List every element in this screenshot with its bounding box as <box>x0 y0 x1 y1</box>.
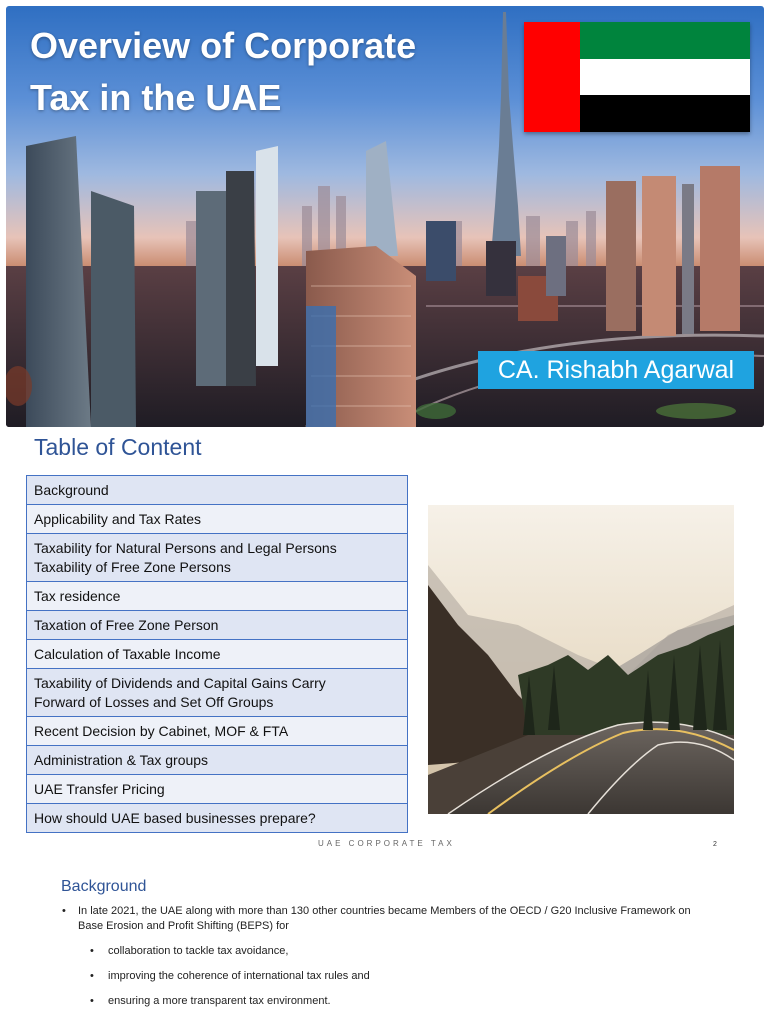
background-bullets <box>62 904 712 1009</box>
toc-item-free-zone <box>27 611 407 640</box>
toc-item-label-line2: Forward of Losses and Set Off Groups <box>34 694 274 710</box>
toc-item-label: UAE Transfer Pricing <box>34 781 165 797</box>
toc-item-dividends <box>27 669 407 717</box>
author-banner: CA. Rishabh Agarwal <box>478 351 754 389</box>
toc-item-administration <box>27 746 407 775</box>
toc-item-label: Taxation of Free Zone Person <box>34 617 219 633</box>
cover-title-line2: Tax in the UAE <box>30 77 282 118</box>
toc-item-prepare <box>27 804 407 832</box>
footer-label: UAE CORPORATE TAX <box>318 839 455 848</box>
sub-bullet-list <box>62 944 712 1009</box>
toc-item-transfer-pricing <box>27 775 407 804</box>
toc-item-label: Calculation of Taxable Income <box>34 646 221 662</box>
toc-item-label: Background <box>34 482 109 498</box>
sub-bullet-item: • improving the coherence of international tax rules and <box>62 969 712 984</box>
mountain-road-image <box>428 505 734 814</box>
slide-footer <box>0 839 768 851</box>
toc-item-label: Taxability for Natural Persons and Legal Persons <box>34 540 337 556</box>
toc-item-taxability-persons <box>27 534 407 582</box>
cover-slide <box>6 6 764 427</box>
toc-item-applicability <box>27 505 407 534</box>
toc-item-background <box>27 476 407 505</box>
toc-heading: Table of Content <box>34 434 202 460</box>
cover-title <box>30 20 416 124</box>
toc-item-label: Taxability of Dividends and Capital Gains Carry <box>34 675 326 691</box>
sub-bullet-item: • collaboration to tackle tax avoidance, <box>62 944 712 959</box>
toc-item-label: How should UAE based businesses prepare? <box>34 810 316 826</box>
cover-title-line1: Overview of Corporate <box>30 25 417 66</box>
bullet-item: • In late 2021, the UAE along with more than 130 other countries became Members of the OECD / G20 Inclusive Framework on Base Erosion and Profit Shifting (BEPS) for <box>62 904 712 934</box>
toc-item-tax-residence <box>27 582 407 611</box>
uae-flag-icon <box>524 22 750 132</box>
toc-item-label: Administration & Tax groups <box>34 752 209 768</box>
sub-bullet-item: • ensuring a more transparent tax environment. <box>62 994 712 1009</box>
page-number: 2 <box>713 841 717 848</box>
toc-item-label: Recent Decision by Cabinet, MOF & FTA <box>34 723 289 739</box>
toc-item-label: Applicability and Tax Rates <box>34 511 202 527</box>
background-heading: Background <box>61 878 147 895</box>
toc-item-recent-decision <box>27 717 407 746</box>
toc-item-taxable-income <box>27 640 407 669</box>
toc-item-label: Tax residence <box>34 588 121 604</box>
toc-item-label-line2: Taxability of Free Zone Persons <box>34 559 231 575</box>
toc-table <box>26 475 408 833</box>
